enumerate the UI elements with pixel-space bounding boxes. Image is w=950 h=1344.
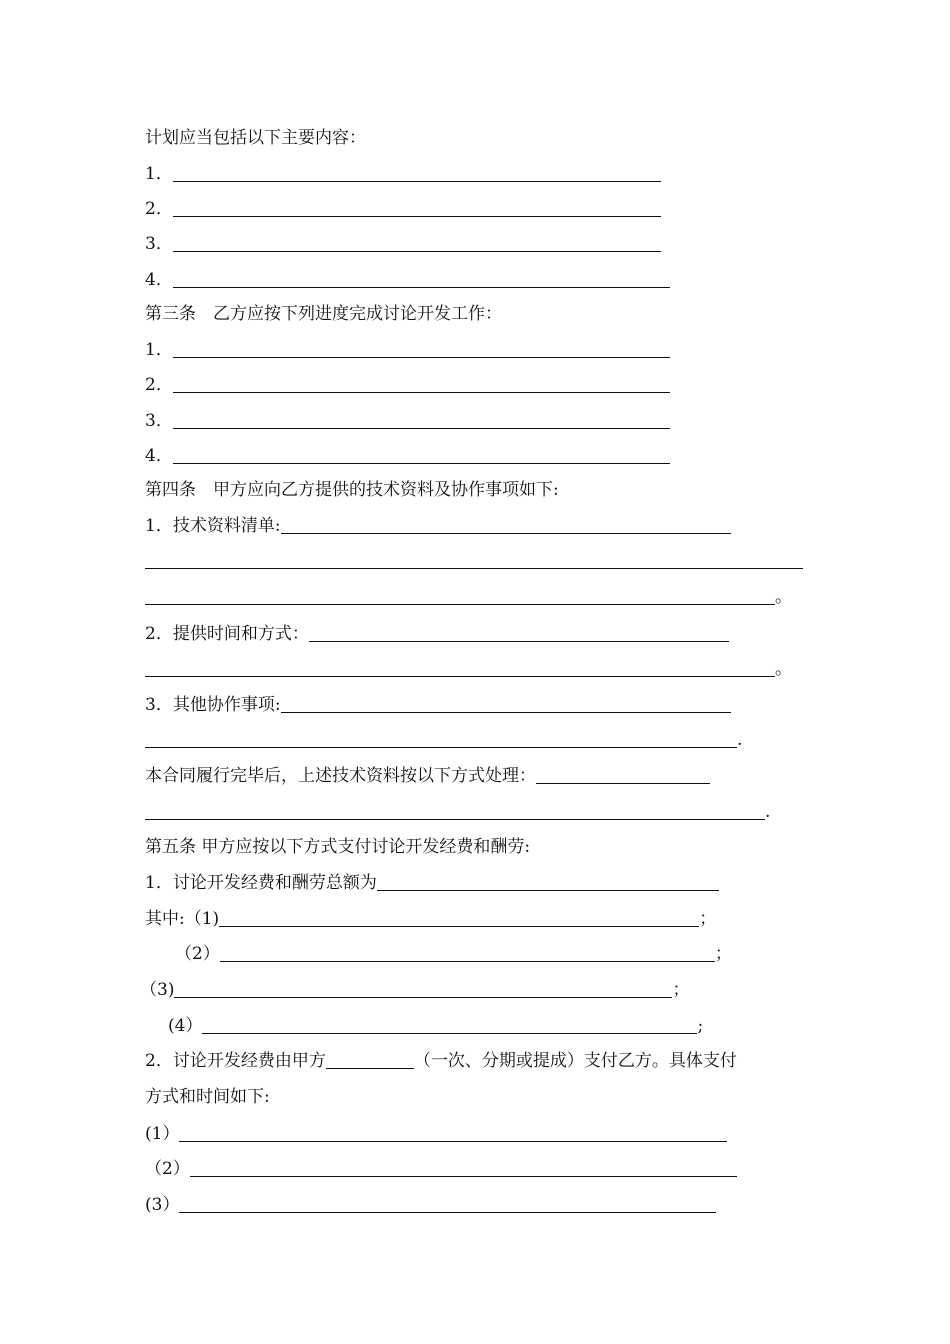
fill-blank[interactable] <box>202 1017 697 1034</box>
text: 本合同履行完毕后，上述技术资料按以下方式处理： <box>145 766 536 786</box>
fill-blank[interactable] <box>145 552 803 569</box>
item-number: 3． <box>145 234 173 254</box>
fill-blank[interactable] <box>173 376 670 393</box>
text: 第三条 乙方应按下列进度完成讨论开发工作： <box>145 304 502 324</box>
text: (1） <box>145 1124 180 1144</box>
punctuation: . <box>737 730 743 750</box>
article-5-heading <box>145 836 530 858</box>
fill-blank[interactable] <box>145 660 775 677</box>
item-number: 1． <box>145 164 173 184</box>
text: (3） <box>145 1195 180 1215</box>
other-cooperation <box>145 693 731 716</box>
punctuation: ； <box>699 909 717 929</box>
fee-item-3 <box>140 978 689 1001</box>
fill-blank[interactable] <box>174 981 672 998</box>
plan-item-2 <box>145 197 661 220</box>
fee-item-1 <box>145 907 716 930</box>
fill-blank[interactable] <box>281 696 731 713</box>
fill-blank[interactable] <box>179 1125 727 1142</box>
punctuation: ； <box>672 980 690 1000</box>
punctuation: 。 <box>775 659 792 679</box>
punctuation: ； <box>714 944 732 964</box>
payment-item-2 <box>145 1157 737 1180</box>
fill-blank[interactable] <box>145 731 737 748</box>
plan-item-1 <box>145 162 661 185</box>
text: 1．讨论开发经费和酬劳总额为 <box>145 873 377 893</box>
fill-blank[interactable] <box>173 412 670 429</box>
fill-blank[interactable] <box>536 767 710 784</box>
fill-blank[interactable] <box>173 200 661 217</box>
fill-blank[interactable] <box>173 235 661 252</box>
tech-materials-line-2 <box>145 549 803 572</box>
fill-blank[interactable] <box>220 945 715 962</box>
schedule-item-1 <box>145 338 670 361</box>
text: (4） <box>168 1016 203 1036</box>
item-number: 1． <box>145 340 173 360</box>
fill-blank[interactable] <box>173 165 661 182</box>
fill-blank[interactable] <box>190 1160 737 1177</box>
item-number: 4． <box>145 270 173 290</box>
fill-blank[interactable] <box>377 874 719 891</box>
fill-blank[interactable] <box>309 625 729 642</box>
text: （3) <box>140 980 175 1000</box>
fill-blank[interactable] <box>281 517 731 534</box>
schedule-item-3 <box>145 409 670 432</box>
provide-time-method-line-2 <box>145 657 792 680</box>
text: 1．技术资料清单: <box>145 516 281 536</box>
text: （2） <box>145 1159 190 1179</box>
item-number: 2． <box>145 375 173 395</box>
plan-content-heading <box>145 127 366 149</box>
text: 第五条 甲方应按以下方式支付讨论开发经费和酬劳: <box>145 837 531 857</box>
fill-blank[interactable] <box>145 803 765 820</box>
text: 方式和时间如下: <box>145 1087 270 1107</box>
article-4-heading <box>145 479 559 501</box>
item-number: 3． <box>145 411 173 431</box>
text: 3．其他协作事项: <box>145 695 281 715</box>
fill-blank[interactable] <box>219 910 699 927</box>
schedule-item-2 <box>145 373 670 396</box>
plan-item-4 <box>145 268 670 291</box>
tech-materials-list <box>145 514 731 537</box>
materials-handling <box>145 764 710 787</box>
total-fee <box>145 871 719 894</box>
fill-blank[interactable] <box>173 271 670 288</box>
fee-item-2 <box>175 942 732 965</box>
fill-blank[interactable] <box>145 588 775 605</box>
article-3-heading <box>145 303 502 325</box>
schedule-item-4 <box>145 444 670 467</box>
payment-item-3 <box>145 1193 716 1216</box>
item-number: 2． <box>145 199 173 219</box>
fill-blank[interactable] <box>326 1052 414 1069</box>
text: 2．讨论开发经费由甲方 <box>145 1051 326 1071</box>
text: 其中:（1) <box>145 909 220 929</box>
provide-time-method <box>145 622 729 645</box>
punctuation: ; <box>697 1016 704 1036</box>
payment-method-cont <box>145 1086 270 1108</box>
fill-blank[interactable] <box>173 341 670 358</box>
text: 2．提供时间和方式： <box>145 624 309 644</box>
text: （2） <box>175 944 220 964</box>
other-cooperation-line-2 <box>145 728 742 751</box>
fee-item-4 <box>168 1014 703 1037</box>
materials-handling-line-2 <box>145 800 770 823</box>
payment-method <box>145 1049 737 1072</box>
punctuation: . <box>765 802 771 822</box>
fill-blank[interactable] <box>179 1196 716 1213</box>
tech-materials-line-3 <box>145 585 792 608</box>
punctuation: 。 <box>775 587 792 607</box>
plan-item-3 <box>145 232 661 255</box>
text: （一次、分期或提成）支付乙方。具体支付 <box>413 1051 737 1071</box>
text: 计划应当包括以下主要内容： <box>145 128 366 148</box>
fill-blank[interactable] <box>173 447 670 464</box>
item-number: 4． <box>145 446 173 466</box>
payment-item-1 <box>145 1122 727 1145</box>
text: 第四条 甲方应向乙方提供的技术资料及协作事项如下: <box>145 480 559 500</box>
